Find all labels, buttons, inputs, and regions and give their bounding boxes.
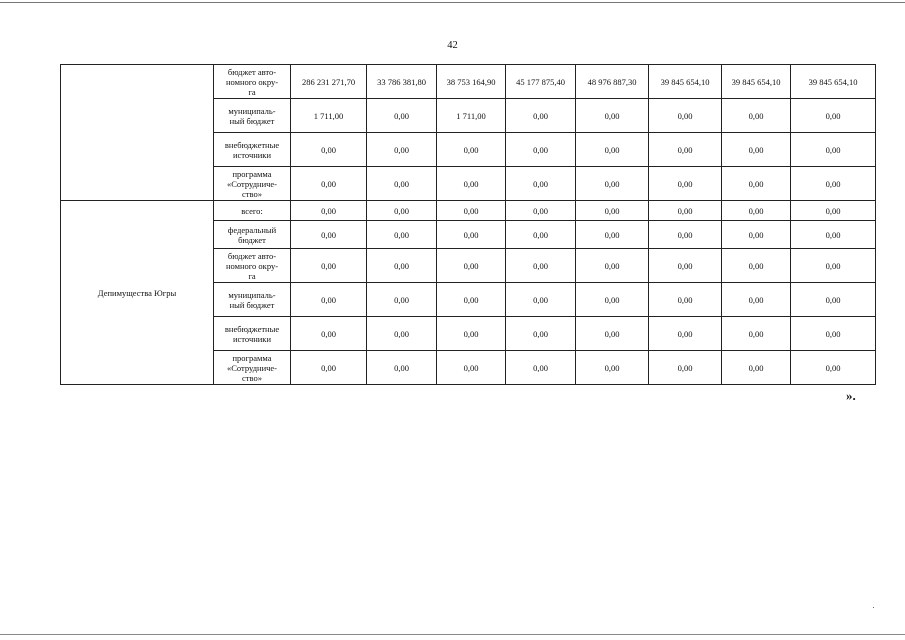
page-number: 42 [447, 40, 458, 51]
amount-cell: 0,00 [791, 221, 876, 249]
amount-cell: 48 976 887,30 [576, 65, 649, 99]
amount-cell: 0,00 [649, 317, 722, 351]
amount-cell: 0,00 [506, 351, 576, 385]
amount-cell: 0,00 [367, 221, 437, 249]
amount-cell: 0,00 [367, 167, 437, 201]
amount-cell: 0,00 [291, 201, 367, 221]
amount-cell: 0,00 [291, 133, 367, 167]
funding-source-cell: внебюджетные источники [214, 133, 291, 167]
amount-cell: 0,00 [649, 351, 722, 385]
amount-cell: 0,00 [506, 249, 576, 283]
program-name-cell [61, 65, 214, 201]
amount-cell: 0,00 [291, 167, 367, 201]
amount-cell: 0,00 [649, 99, 722, 133]
amount-cell: 0,00 [722, 221, 791, 249]
amount-cell: 0,00 [722, 283, 791, 317]
program-name-cell: Депимущества Югры [61, 201, 214, 385]
amount-cell: 0,00 [576, 317, 649, 351]
amount-cell: 0,00 [576, 167, 649, 201]
amount-cell: 0,00 [649, 167, 722, 201]
amount-cell: 0,00 [437, 317, 506, 351]
amount-cell: 0,00 [649, 221, 722, 249]
amount-cell: 0,00 [722, 167, 791, 201]
amount-cell: 0,00 [722, 99, 791, 133]
amount-cell: 0,00 [437, 249, 506, 283]
amount-cell: 0,00 [437, 133, 506, 167]
funding-source-cell: федеральный бюджет [214, 221, 291, 249]
amount-cell: 0,00 [791, 167, 876, 201]
scan-dot [873, 607, 874, 608]
amount-cell: 0,00 [291, 249, 367, 283]
amount-cell: 0,00 [291, 283, 367, 317]
amount-cell: 0,00 [506, 283, 576, 317]
funding-source-cell: муниципаль- ный бюджет [214, 99, 291, 133]
amount-cell: 1 711,00 [437, 99, 506, 133]
amount-cell: 0,00 [576, 351, 649, 385]
amount-cell: 39 845 654,10 [722, 65, 791, 99]
amount-cell: 0,00 [791, 351, 876, 385]
amount-cell: 0,00 [437, 167, 506, 201]
amount-cell: 0,00 [291, 351, 367, 385]
amount-cell: 0,00 [791, 201, 876, 221]
amount-cell: 0,00 [437, 351, 506, 385]
amount-cell: 0,00 [367, 317, 437, 351]
amount-cell: 0,00 [649, 249, 722, 283]
amount-cell: 0,00 [437, 221, 506, 249]
table-row [61, 65, 876, 99]
amount-cell: 0,00 [791, 283, 876, 317]
top-border-line [0, 2, 905, 3]
funding-source-cell: бюджет авто- номного окру- га [214, 249, 291, 283]
amount-cell: 0,00 [576, 249, 649, 283]
amount-cell: 39 845 654,10 [791, 65, 876, 99]
amount-cell: 0,00 [576, 201, 649, 221]
amount-cell: 0,00 [722, 317, 791, 351]
amount-cell: 0,00 [576, 283, 649, 317]
amount-cell: 1 711,00 [291, 99, 367, 133]
amount-cell: 0,00 [367, 249, 437, 283]
bottom-border-line [0, 634, 905, 635]
amount-cell: 0,00 [649, 283, 722, 317]
amount-cell: 0,00 [649, 201, 722, 221]
amount-cell: 0,00 [291, 317, 367, 351]
budget-table [60, 64, 876, 385]
amount-cell: 0,00 [437, 201, 506, 221]
amount-cell: 0,00 [722, 351, 791, 385]
amount-cell: 0,00 [367, 133, 437, 167]
amount-cell: 0,00 [576, 221, 649, 249]
amount-cell: 0,00 [367, 99, 437, 133]
table-row [61, 201, 876, 221]
amount-cell: 45 177 875,40 [506, 65, 576, 99]
amount-cell: 0,00 [367, 351, 437, 385]
table-group-2 [61, 201, 876, 385]
amount-cell: 39 845 654,10 [649, 65, 722, 99]
amount-cell: 0,00 [791, 133, 876, 167]
amount-cell: 0,00 [506, 167, 576, 201]
amount-cell: 0,00 [506, 317, 576, 351]
table-group-1 [61, 65, 876, 201]
amount-cell: 0,00 [437, 283, 506, 317]
amount-cell: 0,00 [506, 133, 576, 167]
funding-source-cell: программа «Сотрудниче- ство» [214, 351, 291, 385]
amount-cell: 33 786 381,80 [367, 65, 437, 99]
amount-cell: 286 231 271,70 [291, 65, 367, 99]
funding-source-cell: бюджет авто- номного окру- га [214, 65, 291, 99]
amount-cell: 0,00 [576, 133, 649, 167]
amount-cell: 0,00 [722, 249, 791, 283]
amount-cell: 0,00 [722, 133, 791, 167]
amount-cell: 0,00 [722, 201, 791, 221]
amount-cell: 0,00 [367, 201, 437, 221]
funding-source-cell: всего: [214, 201, 291, 221]
funding-source-cell: программа «Сотрудниче- ство» [214, 167, 291, 201]
amount-cell: 0,00 [367, 283, 437, 317]
amount-cell: 0,00 [649, 133, 722, 167]
amount-cell: 0,00 [791, 99, 876, 133]
amount-cell: 0,00 [506, 221, 576, 249]
amount-cell: 0,00 [506, 99, 576, 133]
amount-cell: 0,00 [791, 317, 876, 351]
funding-source-cell: внебюджетные источники [214, 317, 291, 351]
amount-cell: 0,00 [576, 99, 649, 133]
closing-quote-mark: ». [846, 388, 856, 403]
funding-source-cell: муниципаль- ный бюджет [214, 283, 291, 317]
amount-cell: 38 753 164,90 [437, 65, 506, 99]
amount-cell: 0,00 [506, 201, 576, 221]
amount-cell: 0,00 [291, 221, 367, 249]
amount-cell: 0,00 [791, 249, 876, 283]
